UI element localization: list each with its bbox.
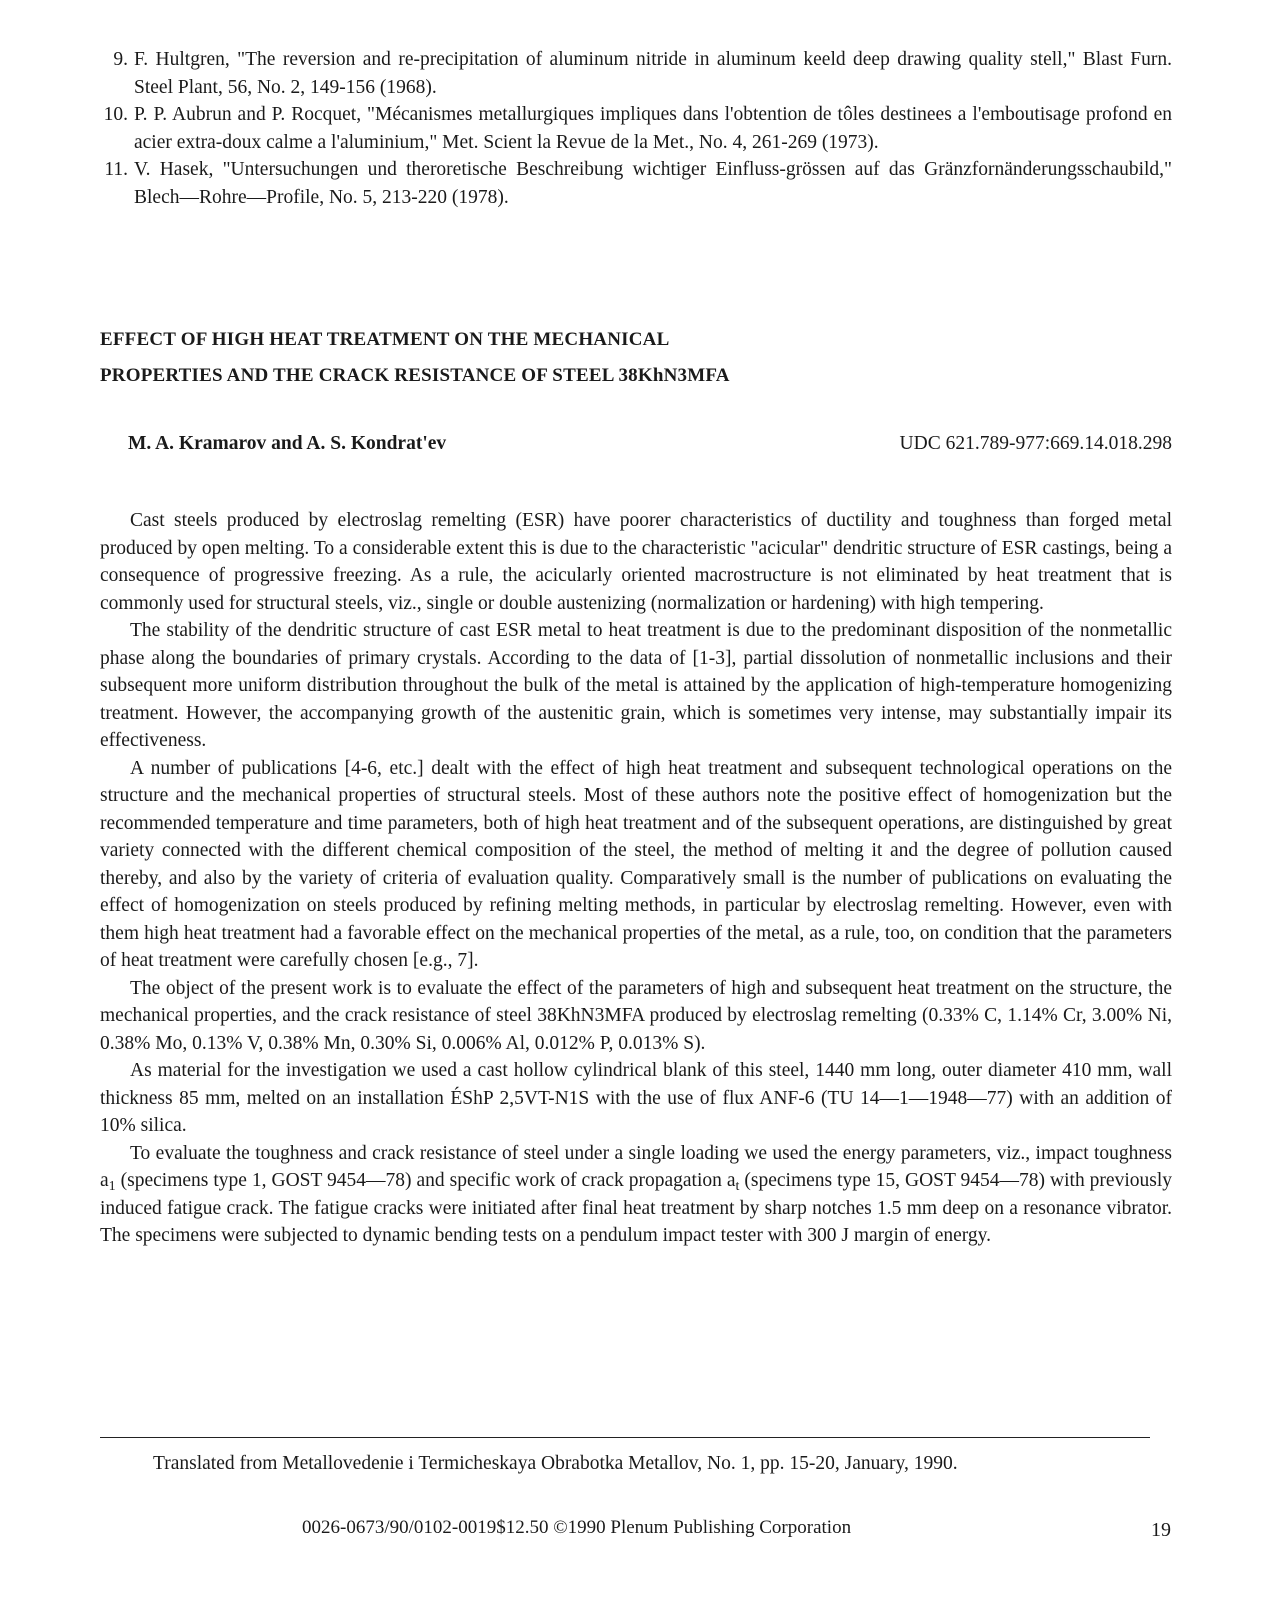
- copyright-line: 0026-0673/90/0102-0019$12.50 ©1990 Plenum Publishing Corporation: [302, 1517, 852, 1538]
- body-paragraph: A number of publications [4-6, etc.] dealt with the effect of high heat treatment and subsequent technological operations on the structure and the mechanical properties of structural steels. Most of these authors note the positive effect of homogenization but the recommended temperature and time parameters, both of high heat treatment and of the subsequent operations, are distinguished by great variety connected with the different chemical composition of the steel, the method of melting it and the degree of pollution caused thereby, and also by the variety of criteria of evaluation quality. Comparatively small is the number of publications on evaluating the effect of homogenization on steels produced by refining melting methods, in particular by electroslag remelting. However, even with them high heat treatment had a favorable effect on the mechanical properties of the metal, as a rule, too, on condition that the parameters of heat treatment were carefully chosen [e.g., 7].: [100, 757, 1172, 971]
- reference-number: 10.: [103, 104, 128, 125]
- reference-text: P. P. Aubrun and P. Rocquet, "Mécanismes metallurgiques impliques dans l'obtention de tôles destinees a l'emboutisage profond en acier extra-doux calme a l'aluminium," Met. Scient la Revue de la Met., No. 4, 261-269 (1973).: [134, 104, 1172, 153]
- reference-item: [100, 156, 1172, 211]
- footnote-divider: [100, 1437, 1150, 1438]
- reference-text: V. Hasek, "Untersuchungen und theroretische Beschreibung wichtiger Einfluss-grössen auf das Gränzfornänderungsschaubild," Blech—Rohre—Profile, No. 5, 213-220 (1978).: [134, 159, 1172, 208]
- reference-text: F. Hultgren, "The reversion and re-precipitation of aluminum nitride in aluminum keeld deep drawing quality stell," Blast Furn. Steel Plant, 56, No. 2, 149-156 (1968).: [134, 49, 1172, 98]
- body-paragraph: The stability of the dendritic structure of cast ESR metal to heat treatment is due to the predominant disposition of the nonmetallic phase along the boundaries of primary crystals. According to the data of [1-3], partial dissolution of nonmetallic inclusions and their subsequent more uniform distribution throughout the bulk of the metal is attained by the application of high-temperature homogenizing treatment. However, the accompanying growth of the austenitic grain, which is sometimes very intense, may substantially impair its effectiveness.: [100, 620, 1172, 751]
- reference-number: 9.: [113, 49, 128, 70]
- article-title-line: PROPERTIES AND THE CRACK RESISTANCE OF STEEL 38KhN3MFA: [100, 365, 730, 386]
- reference-item: [100, 46, 1172, 101]
- body-paragraph: The object of the present work is to evaluate the effect of the parameters of high and subsequent heat treatment on the structure, the mechanical properties, and the crack resistance of steel 38KhN3MFA produced by electroslag remelting (0.33% C, 1.14% Cr, 3.00% Ni, 0.38% Mo, 0.13% V, 0.38% Mn, 0.30% Si, 0.006% Al, 0.012% P, 0.013% S).: [100, 977, 1172, 1054]
- article-title: [100, 322, 1100, 394]
- page-number: 19: [1151, 1519, 1171, 1541]
- paragraph-text: To evaluate the toughness and crack resistance of steel under a single loading we used the energy parameters, viz., impact toughness a: [100, 1142, 1172, 1191]
- paragraph-text: (specimens type 1, GOST 9454—78) and specific work of crack propagation a: [115, 1170, 736, 1191]
- article-title-line: EFFECT OF HIGH HEAT TREATMENT ON THE MECHANICAL: [100, 329, 670, 350]
- reference-number: 11.: [104, 159, 128, 180]
- subscript: t: [735, 1178, 740, 1195]
- reference-list: [100, 46, 1172, 211]
- udc-code: UDC 621.789-977:669.14.018.298: [899, 433, 1172, 454]
- paragraph-text: (specimens type 15, GOST 9454—78) with previously induced fatigue crack. The fatigue cracks were initiated after final heat treatment by sharp notches 1.5 mm deep on a resonance vibrator. The specimens were subjected to dynamic bending tests on a pendulum impact tester with 300 J margin of energy.: [100, 1170, 1172, 1246]
- article-authors: M. A. Kramarov and A. S. Kondrat'ev: [128, 433, 447, 454]
- body-paragraph: [100, 1140, 1172, 1250]
- reference-item: [100, 101, 1172, 156]
- body-paragraph: As material for the investigation we used a cast hollow cylindrical blank of this steel, 1440 mm long, outer diameter 410 mm, wall thickness 85 mm, melted on an installation ÉShP 2,5VT-N1S with the use of flux ANF-6 (TU 14—1—1948—77) with an addition of 10% silica.: [100, 1060, 1172, 1136]
- article-body: [100, 507, 1172, 1250]
- byline: [100, 433, 1172, 461]
- body-paragraph: Cast steels produced by electroslag remelting (ESR) have poorer characteristics of ductility and toughness than forged metal produced by open melting. To a considerable extent this is due to the characteristic "acicular" dendritic structure of ESR castings, being a consequence of progressive freezing. As a rule, the acicularly oriented macrostructure is not eliminated by heat treatment that is commonly used for structural steels, viz., single or double austenizing (normalization or hardening) with high tempering.: [100, 510, 1172, 614]
- subscript: 1: [108, 1178, 116, 1195]
- translation-footnote: Translated from Metallovedenie i Termicheskaya Obrabotka Metallov, No. 1, pp. 15-20, January, 1990.: [153, 1453, 958, 1474]
